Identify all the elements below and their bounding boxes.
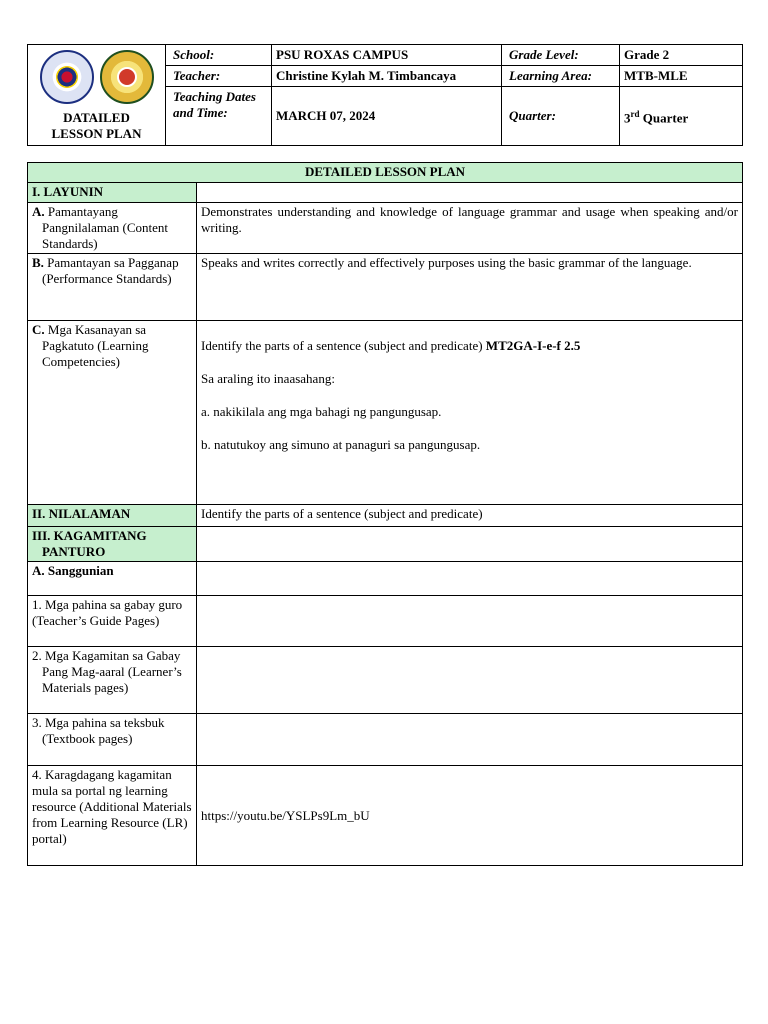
school-seal-icon (100, 50, 154, 104)
teaching-dates-label: Teaching Dates and Time: (166, 87, 272, 146)
school-label: School: (166, 45, 272, 66)
objective-a: a. nakikilala ang mga bahagi ng pangungusap. (201, 404, 442, 419)
sanggunian-value (197, 562, 743, 596)
section-layunin: I. LAYUNIN (28, 183, 197, 203)
layunin-value (197, 183, 743, 203)
learning-area-value: MTB-MLE (620, 66, 743, 87)
content-standards-label: A. Pamantayang Pangnilalaman (Content Standards) (28, 203, 197, 254)
section-nilalaman: II. NILALAMAN (28, 505, 197, 527)
deped-seal-icon (40, 50, 94, 104)
performance-standards-label: B. Pamantayan sa Pagganap (Performance Standards) (28, 254, 197, 321)
learners-materials-label: 2. Mga Kagamitan sa Gabay Pang Mag-aaral (Learner’s Materials pages) (28, 647, 197, 714)
nilalaman-text: Identify the parts of a sentence (subject and predicate) (197, 505, 743, 527)
content-standards-text: Demonstrates understanding and knowledge of language grammar and usage when speaking and/or writing. (197, 203, 743, 254)
logos (28, 50, 165, 104)
quarter-label: Quarter: (502, 87, 620, 146)
additional-materials-link[interactable]: https://youtu.be/YSLPs9Lm_bU (197, 766, 743, 866)
grade-level-label: Grade Level: (502, 45, 620, 66)
teachers-guide-label: 1. Mga pahina sa gabay guro (Teacher’s Guide Pages) (28, 596, 197, 647)
objectives-intro: Sa araling ito inaasahang: (201, 371, 335, 386)
additional-materials-label: 4. Karagdagang kagamitan mula sa portal ng learning resource (Additional Materials from Learning Resource (LR) portal) (28, 766, 197, 866)
quarter-value: 3rd Quarter (620, 87, 743, 146)
logo-title-cell (28, 45, 166, 146)
teacher-value: Christine Kylah M. Timbancaya (272, 66, 502, 87)
textbook-pages-label: 3. Mga pahina sa teksbuk (Textbook pages) (28, 714, 197, 766)
grade-level-value: Grade 2 (620, 45, 743, 66)
document-title: DATAILED LESSON PLAN (51, 110, 142, 141)
section-kagamitan: III. KAGAMITANG PANTURO (28, 527, 197, 562)
performance-standards-text: Speaks and writes correctly and effectively purposes using the basic grammar of the language. (197, 254, 743, 321)
textbook-pages-value (197, 714, 743, 766)
kagamitan-value (197, 527, 743, 562)
header-table (27, 44, 743, 146)
teacher-label: Teacher: (166, 66, 272, 87)
competency-line: Identify the parts of a sentence (subject and predicate) MT2GA-I-e-f 2.5 (201, 338, 581, 353)
school-value: PSU ROXAS CAMPUS (272, 45, 502, 66)
learning-competencies-text (197, 321, 743, 505)
learning-area-label: Learning Area: (502, 66, 620, 87)
sanggunian-label: A. Sanggunian (28, 562, 197, 596)
plan-heading: DETAILED LESSON PLAN (28, 163, 743, 183)
learning-competencies-label: C. Mga Kasanayan sa Pagkatuto (Learning Competencies) (28, 321, 197, 505)
objective-b: b. natutukoy ang simuno at panaguri sa pangungusap. (201, 437, 481, 452)
learners-materials-value (197, 647, 743, 714)
teaching-dates-value: MARCH 07, 2024 (272, 87, 502, 146)
teachers-guide-value (197, 596, 743, 647)
lesson-plan-table (27, 162, 743, 866)
